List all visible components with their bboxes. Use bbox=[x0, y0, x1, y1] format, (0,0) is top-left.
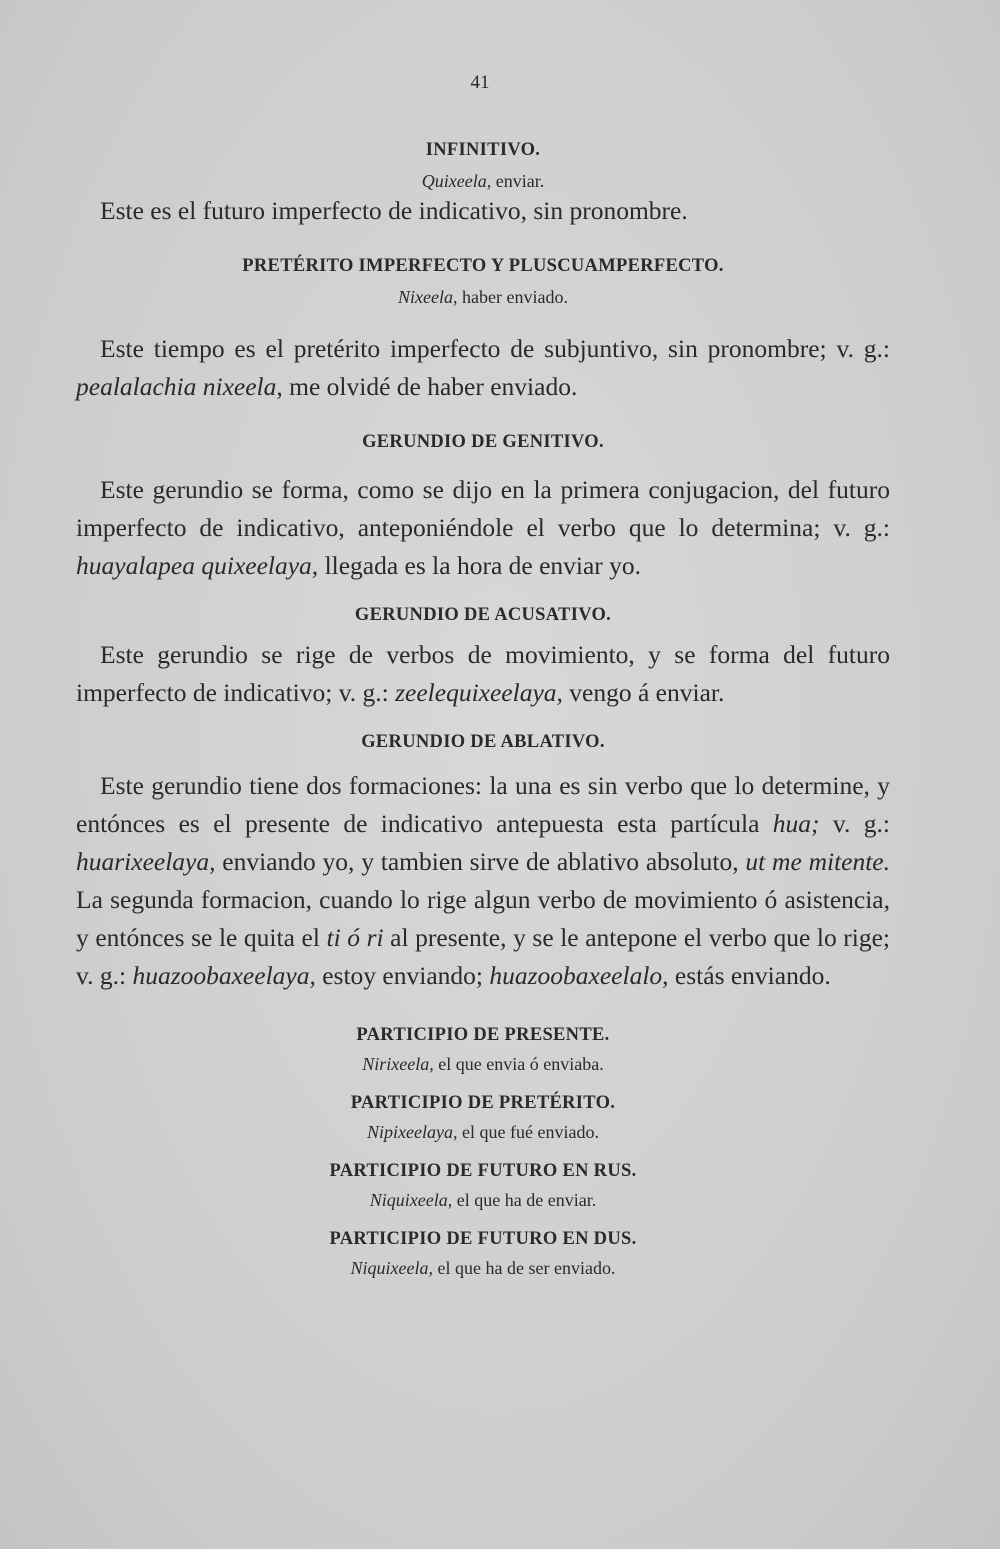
text-run: estás enviando. bbox=[668, 961, 831, 990]
section-participio-presente bbox=[76, 1025, 890, 1075]
text-run: estoy enviando; bbox=[315, 961, 490, 990]
text-run: v. g.: bbox=[819, 809, 890, 838]
definition-line bbox=[76, 287, 890, 308]
section-heading: PRETÉRITO IMPERFECTO Y PLUSCUAMPERFECTO. bbox=[242, 256, 724, 276]
text-run: Este gerundio se rige de verbos de movimiento, y se forma del futuro imperfecto de indicativo; v. g.: bbox=[76, 640, 890, 707]
section-infinitivo bbox=[76, 140, 890, 230]
body-paragraph: Este es el futuro imperfecto de indicativo, sin pronombre. bbox=[100, 196, 688, 225]
section-heading: PARTICIPIO DE PRETÉRITO. bbox=[350, 1093, 616, 1113]
definition-term: Nixeela, bbox=[398, 287, 458, 307]
section-gerundio-genitivo bbox=[76, 432, 890, 585]
definition-text: el que ha de ser enviado. bbox=[433, 1258, 616, 1278]
text-run: La segunda formacion, cuando lo rige algun verbo de movimiento ó asistencia, y entónces se le quita el bbox=[76, 885, 890, 952]
body-paragraph bbox=[76, 767, 890, 995]
text-run: me olvidé de haber enviado. bbox=[282, 372, 578, 401]
definition-text: enviar. bbox=[491, 171, 545, 191]
definition-term: Niquixeela, bbox=[350, 1258, 434, 1278]
definition-term: Nirixeela, bbox=[362, 1054, 434, 1074]
definition-text: el que envia ó enviaba. bbox=[433, 1054, 604, 1074]
definition-line bbox=[76, 1258, 890, 1279]
definition-line bbox=[76, 1054, 890, 1075]
text-run: vengo á enviar. bbox=[562, 678, 725, 707]
section-participio-futuro-rus bbox=[76, 1161, 890, 1211]
section-heading: GERUNDIO DE ACUSATIVO. bbox=[354, 605, 612, 625]
section-heading: INFINITIVO. bbox=[425, 140, 541, 160]
section-heading: PARTICIPIO DE FUTURO EN DUS. bbox=[329, 1229, 637, 1249]
definition-text: el que fué enviado. bbox=[457, 1122, 599, 1142]
example-term: huayalapea bbox=[76, 551, 195, 580]
text-run: Este tiempo es el pretérito imperfecto de subjuntivo, sin pronombre; v. g.: bbox=[100, 334, 890, 363]
section-gerundio-acusativo bbox=[76, 605, 890, 712]
page-number: 41 bbox=[470, 72, 490, 93]
body-paragraph bbox=[76, 330, 890, 406]
text-run: llegada es la hora de enviar yo. bbox=[318, 551, 642, 580]
section-participio-preterito bbox=[76, 1093, 890, 1143]
example-term: ut me mitente. bbox=[745, 847, 891, 876]
section-preterito-imperfecto bbox=[76, 256, 890, 406]
example-term: zeelequixeelaya, bbox=[395, 678, 563, 707]
section-heading: PARTICIPIO DE FUTURO EN RUS. bbox=[329, 1161, 637, 1181]
definition-text: haber enviado. bbox=[457, 287, 568, 307]
definition-text: el que ha de enviar. bbox=[452, 1190, 597, 1210]
example-term: hua; bbox=[772, 809, 820, 838]
definition-line bbox=[76, 1122, 890, 1143]
section-heading: GERUNDIO DE GENITIVO. bbox=[362, 432, 604, 452]
definition-term: Nipixeelaya, bbox=[367, 1122, 458, 1142]
text-run: enviando yo, y tambien sirve de ablativo absoluto, bbox=[215, 847, 746, 876]
example-term: pealalachia nixeela, bbox=[76, 372, 283, 401]
section-heading: PARTICIPIO DE PRESENTE. bbox=[356, 1025, 610, 1045]
definition-term: Niquixeela, bbox=[369, 1190, 453, 1210]
example-term: ti ó ri bbox=[326, 923, 384, 952]
body-paragraph bbox=[76, 471, 890, 585]
section-gerundio-ablativo bbox=[76, 732, 890, 995]
text-run: Este gerundio tiene dos formaciones: la una es sin verbo que lo determine, y entónces es el presente de indicativo antepuesta esta partícula bbox=[76, 771, 890, 838]
text-run: Este gerundio se forma, como se dijo en la primera conjugacion, del futuro imperfecto de indicativo, anteponiéndole el verbo que lo determina; v. g.: bbox=[76, 475, 890, 542]
example-term: huarixeelaya, bbox=[76, 847, 216, 876]
example-term: huazoobaxeelaya, bbox=[132, 961, 316, 990]
section-heading: GERUNDIO DE ABLATIVO. bbox=[361, 732, 605, 752]
example-term: quixeelaya, bbox=[201, 551, 319, 580]
definition-line bbox=[76, 1190, 890, 1211]
example-term: huazoobaxeelalo, bbox=[489, 961, 669, 990]
definition-line bbox=[76, 171, 890, 192]
definition-term: Quixeela, bbox=[421, 171, 492, 191]
body-paragraph bbox=[76, 636, 890, 712]
section-participio-futuro-dus bbox=[76, 1229, 890, 1279]
text-run: al presente, y se le antepone el verbo que lo rige; v. g.: bbox=[76, 923, 890, 990]
